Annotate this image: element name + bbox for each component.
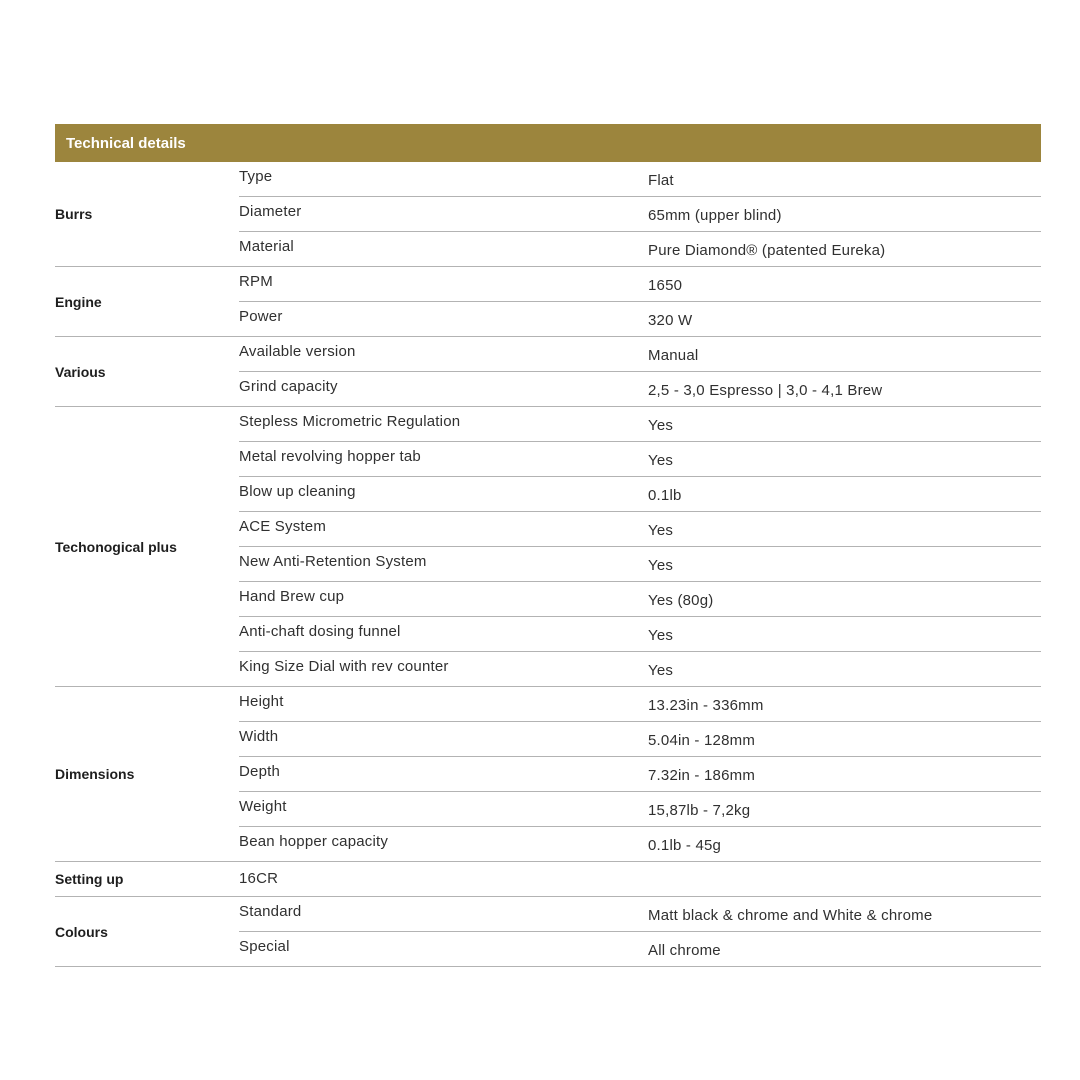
table-row <box>239 897 1041 932</box>
group-rows <box>239 687 1041 861</box>
table-row <box>239 267 1041 302</box>
property-name: Stepless Micrometric Regulation <box>239 413 461 430</box>
property-value: 5.04in - 128mm <box>648 732 756 749</box>
group-label: Dimensions <box>55 766 135 782</box>
property-name: ACE System <box>239 518 327 535</box>
table-row <box>239 477 1041 512</box>
table-row <box>239 862 1041 896</box>
property-name: Bean hopper capacity <box>239 833 389 850</box>
property-value: Yes <box>648 417 674 434</box>
property-name: Width <box>239 728 279 745</box>
property-value: Yes <box>648 557 674 574</box>
table-title: Technical details <box>55 124 1041 162</box>
property-value: Yes <box>648 662 674 679</box>
table-row <box>239 197 1041 232</box>
property-name: Weight <box>239 798 287 815</box>
table-row <box>239 372 1041 406</box>
property-value: Yes <box>648 452 674 469</box>
property-value: Flat <box>648 172 674 189</box>
property-name: Grind capacity <box>239 378 338 395</box>
table-row <box>239 722 1041 757</box>
property-value: 15,87lb - 7,2kg <box>648 802 751 819</box>
group-rows <box>239 862 1041 896</box>
table-row <box>239 792 1041 827</box>
property-name: Hand Brew cup <box>239 588 345 605</box>
group-label: Colours <box>55 923 108 940</box>
property-name: Standard <box>239 903 302 920</box>
table-row <box>239 827 1041 861</box>
property-name: RPM <box>239 273 273 290</box>
spec-group <box>55 897 1041 967</box>
property-value: 320 W <box>648 312 693 329</box>
property-value: 13.23in - 336mm <box>648 697 764 714</box>
property-name: Metal revolving hopper tab <box>239 448 421 465</box>
property-name: Depth <box>239 763 281 780</box>
property-name: Blow up cleaning <box>239 483 356 500</box>
property-name: Special <box>239 938 290 955</box>
property-name: Power <box>239 308 283 325</box>
property-value: Yes <box>648 627 674 644</box>
table-row <box>239 302 1041 336</box>
table-row <box>239 582 1041 617</box>
group-rows <box>239 407 1041 686</box>
table-row <box>239 337 1041 372</box>
property-name: Material <box>239 238 294 255</box>
table-row <box>239 932 1041 966</box>
table-row <box>239 757 1041 792</box>
property-value: Matt black & chrome and White & chrome <box>648 907 933 924</box>
property-value: All chrome <box>648 942 721 959</box>
property-name: Diameter <box>239 203 302 220</box>
spec-group <box>55 267 1041 337</box>
group-label: Engine <box>55 293 102 310</box>
spec-groups <box>55 162 1041 967</box>
group-rows <box>239 897 1041 966</box>
table-row <box>239 512 1041 547</box>
group-rows <box>239 337 1041 406</box>
property-value: Manual <box>648 347 699 364</box>
table-row <box>239 162 1041 197</box>
property-value: 1650 <box>648 277 683 294</box>
property-value: Yes <box>648 522 674 539</box>
property-name: Type <box>239 168 273 185</box>
group-rows <box>239 267 1041 336</box>
property-value: 0.1lb <box>648 487 682 504</box>
property-value: 7.32in - 186mm <box>648 767 756 784</box>
group-label: Burrs <box>55 206 93 222</box>
table-row <box>239 407 1041 442</box>
group-label: Various <box>55 363 106 380</box>
property-value: Yes (80g) <box>648 592 714 609</box>
spec-group <box>55 407 1041 687</box>
property-value: 2,5 - 3,0 Espresso | 3,0 - 4,1 Brew <box>648 382 883 399</box>
property-name: Height <box>239 693 284 710</box>
group-label: Techonogical plus <box>55 538 177 555</box>
group-label: Setting up <box>55 871 124 887</box>
table-row <box>239 652 1041 686</box>
property-value: 65mm (upper blind) <box>648 207 782 224</box>
table-row <box>239 547 1041 582</box>
property-value: 0.1lb - 45g <box>648 837 722 854</box>
property-value: Pure Diamond® (patented Eureka) <box>648 242 886 259</box>
table-row <box>239 617 1041 652</box>
property-name: King Size Dial with rev counter <box>239 658 449 675</box>
property-name: 16CR <box>239 870 279 887</box>
spec-group <box>55 162 1041 267</box>
table-row <box>239 442 1041 477</box>
group-rows <box>239 162 1041 266</box>
property-name: New Anti-Retention System <box>239 553 427 570</box>
property-name: Anti-chaft dosing funnel <box>239 623 401 640</box>
property-value <box>648 862 1041 896</box>
table-row <box>239 687 1041 722</box>
property-name: Available version <box>239 343 356 360</box>
spec-group <box>55 862 1041 897</box>
technical-details-table <box>55 124 1041 967</box>
spec-group <box>55 687 1041 862</box>
table-row <box>239 232 1041 266</box>
spec-group <box>55 337 1041 407</box>
